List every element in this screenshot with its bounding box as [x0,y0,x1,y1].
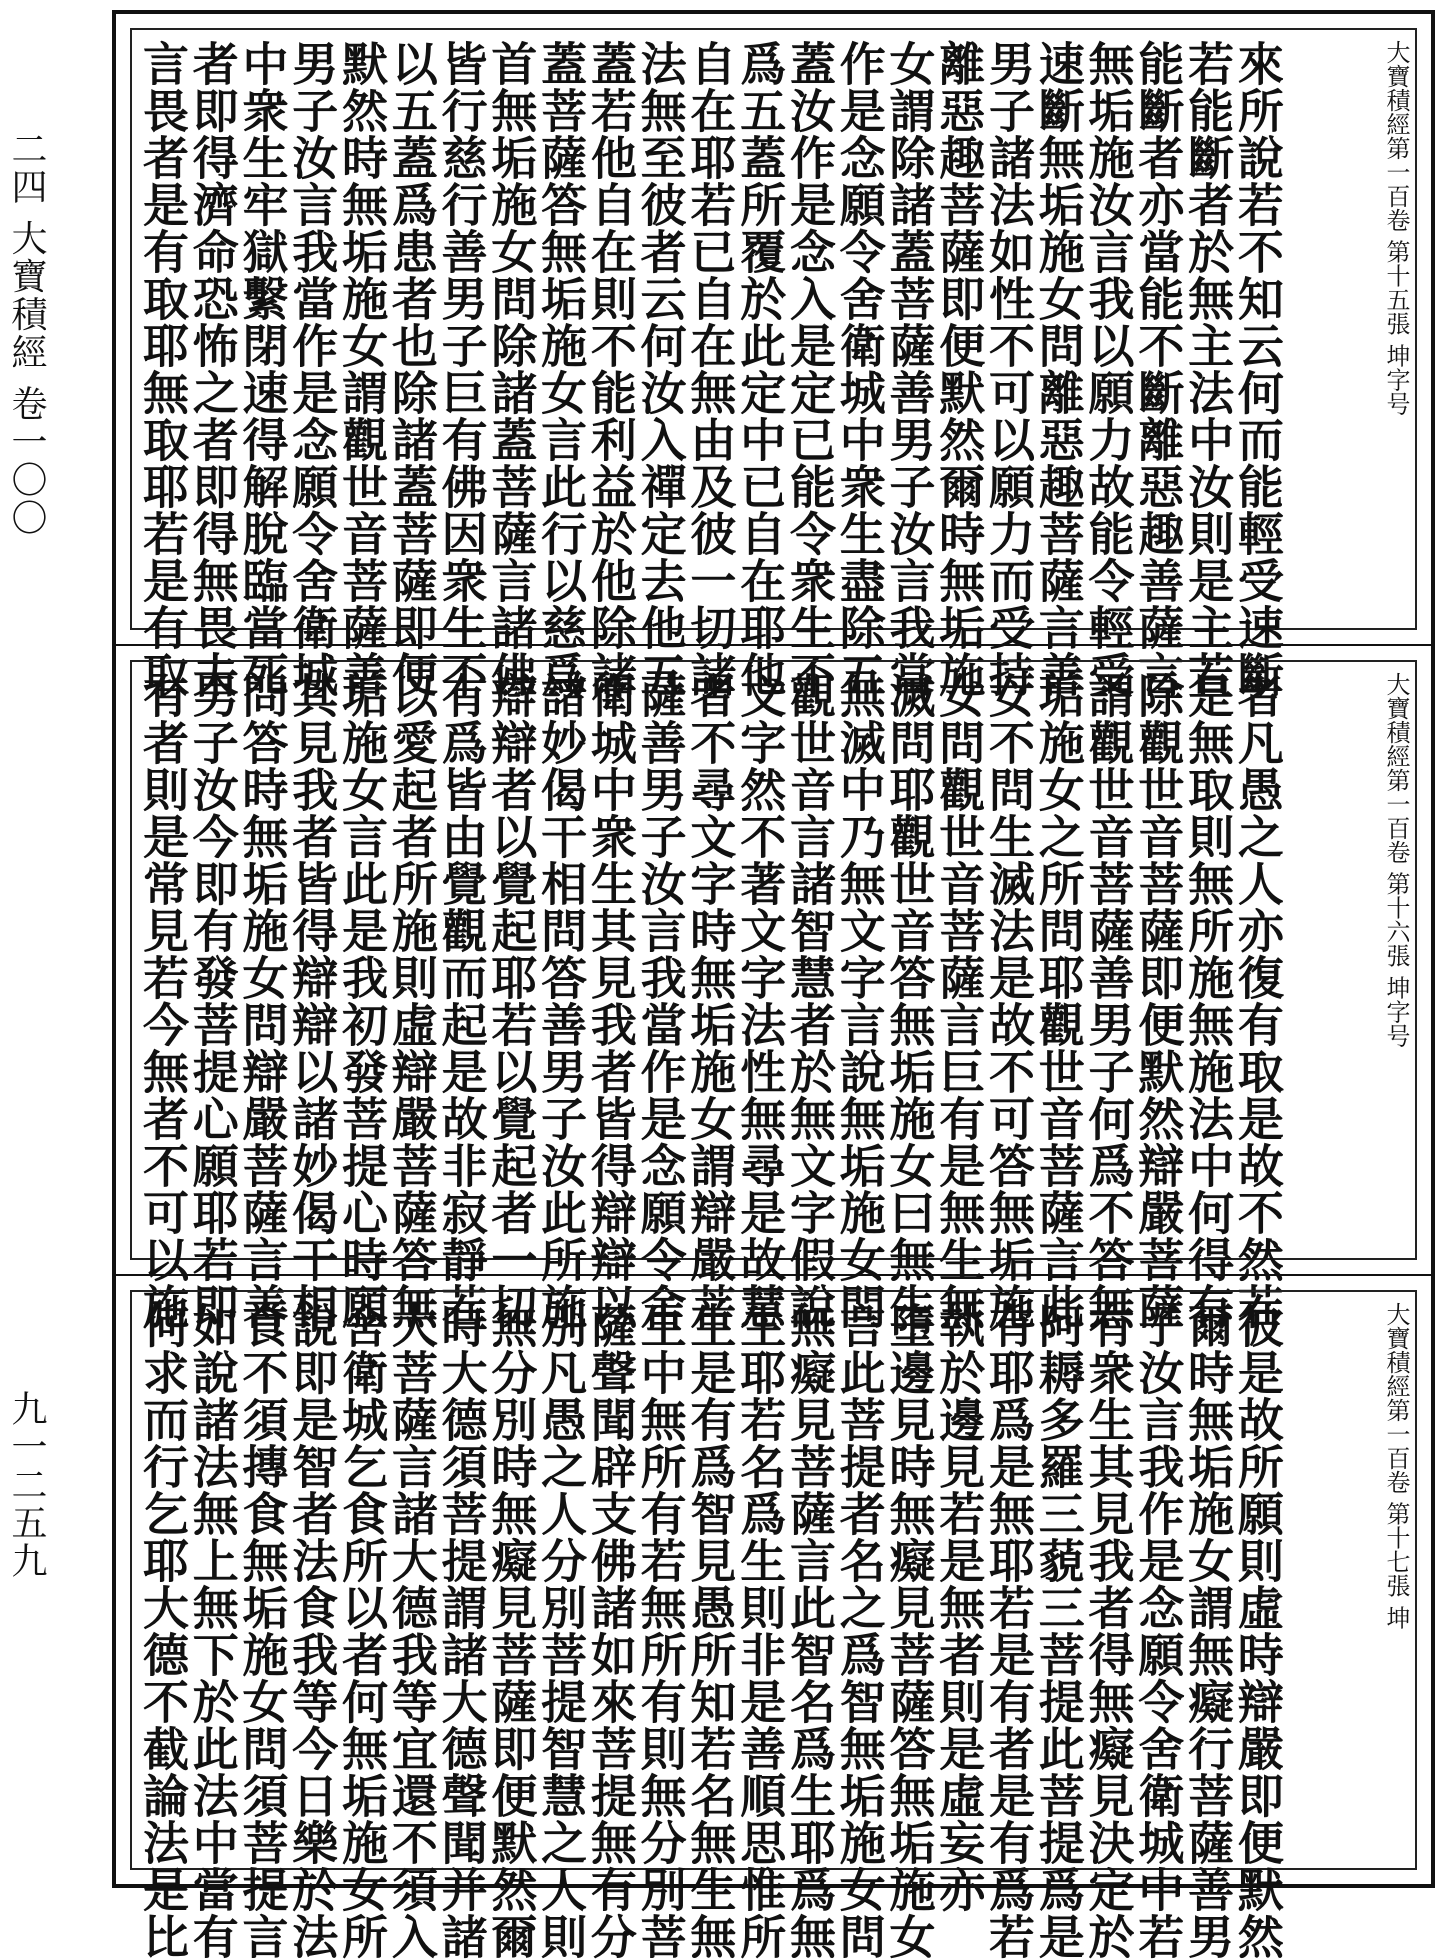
text-column: 子汝言我作是念願令舍衛城中若 [1131,1302,1186,1960]
page-frame [112,10,1435,1960]
text-column: 有者則是常見若今無者不可以施 [136,672,190,1330]
text-column: 謂觀世音菩薩善男子何爲不答無 [1081,672,1136,1330]
text-column: 食不須摶食無垢施女問須菩提言 [235,1302,290,1960]
text-column: 垢施女言此是我初發菩提心時願 [335,672,390,1330]
text-column: 法無至彼者云何汝入禪定去他五 [633,40,688,698]
text-column: 作是念願令舍衛城中衆生盡除五 [832,40,887,698]
text-panel-1 [116,14,1431,698]
text-column: 蓋汝作是念入是定已能令衆生不 [782,40,837,698]
text-column: 蓋菩薩答無垢施女言此行以慈爲 [534,40,589,698]
text-column: 蓋若他自在則不能利益於他除諸 [583,40,638,698]
text-column: 諸妙偈干相問答善男子汝此所施 [534,672,589,1330]
text-column: 爲五蓋所覆於此定中已自在耶他 [733,40,788,698]
text-column: 辯辯者以覺起耶若以覺起者一切 [484,672,539,1330]
text-column: 無分別時無癡見菩薩即便默然爾 [484,1302,539,1960]
text-column: 女問觀世音菩薩言巨有是無生無 [932,672,987,1330]
text-column: 離惡趣菩薩即便默然爾時無垢施 [932,40,987,698]
text-column: 以五蓋爲患者也除諸蓋菩薩即便 [384,40,439,698]
text-column: 生耶若名爲生則非是善順思惟所 [733,1302,788,1960]
text-column: 有爲皆由覺觀而起是故非寂靜若 [434,672,489,1330]
text-column: 言畏者是有取耶無取耶若是有取 [136,40,190,698]
text-column: 執於邊見若是無者則是虛妄亦 [932,1302,987,1913]
text-column: 薩善男子汝言我當作是念願令舍 [633,672,688,1330]
text-column: 除觀世音菩薩即便默然辯嚴菩薩 [1131,672,1186,1330]
text-column: 問答時無垢施女問辯嚴菩薩言善 [235,672,290,1330]
text-column: 男子諸法如性不可以願力而受持 [982,40,1037,698]
text-column: 阿耨多羅三藐三菩提此菩提爲是 [1031,1302,1086,1960]
text-column: 以愛起者所施則虛辯嚴菩薩答無 [384,672,439,1330]
text-columns [136,672,1285,1330]
text-column: 若能斷者於無主法中汝則是主若 [1181,40,1236,698]
text-column: 中衆生牢獄繫閉速得解脫臨當死 [235,40,290,698]
text-column: 者即得濟命恐怖之者即得無畏夫 [185,40,240,698]
text-columns [136,40,1285,698]
text-column: 生是有爲智見愚所知若名無生無 [683,1302,738,1960]
text-column: 能斷者亦當能不斷離惡趣善薩言 [1131,40,1186,698]
text-column: 無癡見菩薩言此智名爲生耶爲無 [782,1302,837,1960]
text-column: 衛城中衆生其見我者皆得辯辯以 [583,672,638,1330]
text-column: 無滅中乃無文字言說無垢施女問 [832,672,887,1330]
text-column: 彼是故所願則虛時辯嚴即便默然 [1230,1302,1285,1960]
text-column: 女謂除諸蓋菩薩善男子汝言我當 [882,40,937,698]
text-column: 自在耶若已自在無由及彼一切諸 [683,40,738,698]
page-number: 九一二五九 [6,1390,47,1580]
text-column: 有耶爲是無耶若是有者是有爲若 [982,1302,1037,1960]
text-column: 大菩薩言諸大德我等宜還不須入 [384,1302,439,1960]
text-column: 垢施女之所問耶觀世音菩薩言此 [1031,672,1086,1330]
panel-header: 大寶積經第一百卷 第十六張 坤字号 [1382,672,1410,1048]
text-columns [136,1302,1285,1960]
text-column: 者不尋文字時無垢施女謂辯嚴菩 [683,672,738,1330]
text-column: 如說諸法無上無下於此法中當有 [185,1302,240,1960]
text-column: 觀世音言諸智慧者於無文字假說 [782,672,837,1330]
text-column: 墮邊見時無癡見菩薩答無垢施女 [882,1302,937,1960]
text-column: 無垢施汝言我以願力故能令輕受 [1081,40,1136,698]
panel-header: 大寶積經第一百卷 第十五張 坤字号 [1382,40,1410,416]
text-column: 皆行慈行善男子巨有佛因衆生不 [434,40,489,698]
text-column: 文字然不著文字法性無尋是故慧 [733,672,788,1330]
text-column: 時大德須菩提謂諸大德聲聞并諸 [434,1302,489,1960]
panel-header: 大寶積經第一百卷 第十七張 坤 [1382,1302,1410,1630]
text-column: 滅問耶觀世音答無垢施女曰無生 [882,672,937,1330]
text-column: 舍衛城乞食所以者何無垢施女所 [335,1302,390,1960]
text-panel-3 [116,1274,1431,1960]
text-column: 女不問生滅法是故不可答無垢施 [982,672,1037,1330]
text-column: 其見我者皆得辯辯以諸妙偈干相 [285,672,340,1330]
text-column: 者凡愚之人亦復有取是故不然若 [1230,672,1285,1330]
text-column: 爾時無垢施女謂無癡行菩薩善男 [1181,1302,1236,1960]
text-column: 說即是智者法食我等今日樂於法 [285,1302,340,1960]
text-column: 男子汝言我當作是念願令舍衛城 [285,40,340,698]
text-column: 首無垢施女問除諸蓋菩薩言諸佛 [484,40,539,698]
text-column: 何求而行乞耶大德不截論法是比 [136,1302,190,1960]
text-column: 男子汝今即有發菩提心願耶若即 [185,672,240,1330]
text-column: 默然時無垢施女謂觀世音菩薩善 [335,40,390,698]
text-column: 別凡愚之人分別菩提智慧之人則 [534,1302,589,1960]
text-column: 速斷無垢施女問離惡趣菩薩言善 [1031,40,1086,698]
text-panel-2 [116,644,1431,1330]
text-column: 薩聲聞辟支佛諸如來菩提無有分 [583,1302,638,1960]
volume-label: 二四 大寶積經 卷一〇〇 [6,130,47,537]
text-column: 有衆生其見我者得無癡見決定於 [1081,1302,1136,1960]
text-column: 生中無所有若無所有則無分別菩 [633,1302,688,1960]
text-column: 言此菩提者名之爲智無垢施女問 [832,1302,887,1960]
text-column: 是無取則無所施無施法中何得有 [1181,672,1236,1330]
text-column: 來所說若不知云何而能輕受速斷 [1230,40,1285,698]
